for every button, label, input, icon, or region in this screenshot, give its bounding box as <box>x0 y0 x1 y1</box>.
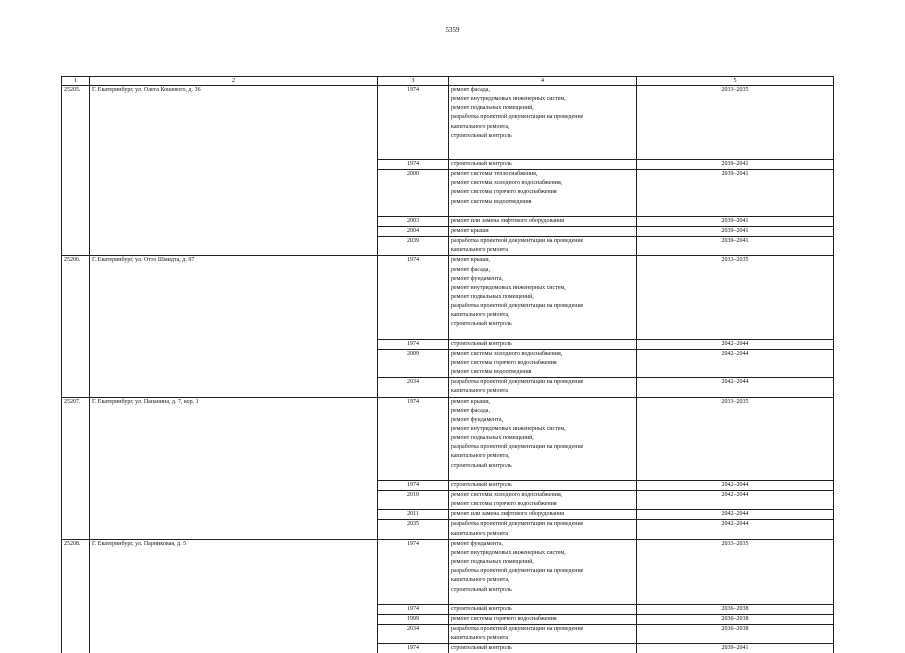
repair-work-line: ремонт подвальных помещений, <box>451 434 634 443</box>
planned-period: 2042–2044 <box>637 490 834 509</box>
repair-work-line: строительный контроль <box>451 160 634 169</box>
building-address: Г. Екатеринбург, ул. Папанина, д. 7, кор. 1 <box>90 397 378 539</box>
repair-works <box>449 604 637 614</box>
commissioning-year: 1974 <box>378 159 449 169</box>
planned-period: 2036–2038 <box>637 624 834 643</box>
repair-work-line: ремонт крыши <box>451 227 634 236</box>
commissioning-year: 2034 <box>378 378 449 397</box>
building-number: 25206. <box>62 256 90 397</box>
repair-work-line: разработка проектной документации на проведение <box>451 625 634 634</box>
repair-work-line: капитального ремонта, <box>451 311 634 320</box>
repair-work-line: ремонт системы горячего водоснабжения <box>451 359 634 368</box>
repair-work-line: строительный контроль <box>451 605 634 614</box>
commissioning-year: 2000 <box>378 170 449 217</box>
repair-works <box>449 644 637 653</box>
planned-period: 2039–2041 <box>637 159 834 169</box>
repair-works <box>449 339 637 349</box>
planned-period: 2042–2044 <box>637 480 834 490</box>
repair-works <box>449 520 637 539</box>
planned-period: 2033–2035 <box>637 256 834 339</box>
repair-work-line: разработка проектной документации на проведение <box>451 302 634 311</box>
commissioning-year: 2010 <box>378 490 449 509</box>
repair-works <box>449 614 637 624</box>
commissioning-year: 1999 <box>378 614 449 624</box>
building-number: 25205. <box>62 86 90 256</box>
building-address: Г. Екатеринбург, ул. Олега Кошевого, д. 36 <box>90 86 378 256</box>
repair-work-line: строительный контроль <box>451 462 634 471</box>
planned-period: 2033–2035 <box>637 86 834 160</box>
commissioning-year: 2003 <box>378 216 449 226</box>
repair-work-line: строительный контроль <box>451 644 634 653</box>
repair-work-line: ремонт внутридомовых инженерных систем, <box>451 549 634 558</box>
table-row <box>62 256 834 339</box>
planned-period: 2036–2038 <box>637 614 834 624</box>
repair-work-line: ремонт внутридомовых инженерных систем, <box>451 284 634 293</box>
column-header-1: 1 <box>62 77 90 86</box>
planned-period: 2039–2041 <box>637 237 834 256</box>
repair-work-line: капитального ремонта, <box>451 576 634 585</box>
repair-schedule-table <box>61 76 834 653</box>
repair-works <box>449 397 637 480</box>
repair-works <box>449 480 637 490</box>
planned-period: 2033–2035 <box>637 397 834 480</box>
building-address: Г. Екатеринбург, ул. Отто Шмидта, д. 97 <box>90 256 378 397</box>
repair-work-line: ремонт системы водоотведения <box>451 368 634 377</box>
planned-period: 2033–2035 <box>637 539 834 604</box>
column-header-2: 2 <box>90 77 378 86</box>
planned-period: 2039–2041 <box>637 226 834 236</box>
commissioning-year: 2009 <box>378 349 449 377</box>
commissioning-year: 1974 <box>378 480 449 490</box>
planned-period: 2036–2038 <box>637 604 834 614</box>
repair-work-line: ремонт фасада, <box>451 407 634 416</box>
repair-works <box>449 170 637 217</box>
column-header-4: 4 <box>449 77 637 86</box>
planned-period: 2039–2041 <box>637 216 834 226</box>
repair-work-line: ремонт внутридомовых инженерных систем, <box>451 425 634 434</box>
repair-works <box>449 490 637 509</box>
repair-work-line: капитального ремонта <box>451 530 634 539</box>
repair-work-line: разработка проектной документации на проведение <box>451 567 634 576</box>
repair-works <box>449 510 637 520</box>
repair-work-line: ремонт системы холодного водоснабжения, <box>451 491 634 500</box>
repair-work-line: разработка проектной документации на проведение <box>451 520 634 529</box>
building-number: 25207. <box>62 397 90 539</box>
repair-work-line: строительный контроль <box>451 586 634 595</box>
table-header-row <box>62 77 834 86</box>
table-body <box>62 86 834 653</box>
planned-period: 2042–2044 <box>637 520 834 539</box>
repair-work-line: капитального ремонта <box>451 634 634 643</box>
repair-work-line: ремонт системы горячего водоснабжения <box>451 188 634 197</box>
table-row <box>62 539 834 604</box>
repair-work-line: ремонт подвальных помещений, <box>451 293 634 302</box>
commissioning-year: 1974 <box>378 539 449 604</box>
commissioning-year: 1974 <box>378 397 449 480</box>
repair-work-line: капитального ремонта, <box>451 452 634 461</box>
repair-work-line: ремонт системы горячего водоснабжения <box>451 615 634 624</box>
repair-works <box>449 624 637 643</box>
planned-period: 2039–2041 <box>637 170 834 217</box>
commissioning-year: 1974 <box>378 339 449 349</box>
repair-works <box>449 226 637 236</box>
planned-period: 2042–2044 <box>637 378 834 397</box>
repair-works <box>449 378 637 397</box>
repair-works <box>449 216 637 226</box>
commissioning-year: 2035 <box>378 520 449 539</box>
commissioning-year: 1974 <box>378 86 449 160</box>
planned-period: 2042–2044 <box>637 349 834 377</box>
repair-work-line: разработка проектной документации на проведение <box>451 113 634 122</box>
repair-work-line: ремонт или замена лифтового оборудования <box>451 217 634 226</box>
repair-work-line: ремонт фундамента, <box>451 275 634 284</box>
repair-work-line: капитального ремонта <box>451 387 634 396</box>
planned-period: 2042–2044 <box>637 339 834 349</box>
repair-work-line: ремонт подвальных помещений, <box>451 104 634 113</box>
commissioning-year: 2039 <box>378 237 449 256</box>
commissioning-year: 2011 <box>378 510 449 520</box>
repair-works <box>449 237 637 256</box>
repair-work-line: ремонт системы водоотведения <box>451 198 634 207</box>
repair-work-line: ремонт системы теплоснабжения, <box>451 170 634 179</box>
repair-work-line: строительный контроль <box>451 481 634 490</box>
repair-works <box>449 539 637 604</box>
building-number: 25208. <box>62 539 90 653</box>
repair-work-line: разработка проектной документации на проведение <box>451 237 634 246</box>
repair-works <box>449 349 637 377</box>
repair-work-line: ремонт фундамента, <box>451 416 634 425</box>
planned-period: 2042–2044 <box>637 510 834 520</box>
column-header-3: 3 <box>378 77 449 86</box>
commissioning-year: 2004 <box>378 226 449 236</box>
repair-work-line: капитального ремонта <box>451 246 634 255</box>
repair-work-line: капитального ремонта, <box>451 123 634 132</box>
repair-works <box>449 256 637 339</box>
repair-work-line: ремонт внутридомовых инженерных систем, <box>451 95 634 104</box>
column-header-5: 5 <box>637 77 834 86</box>
planned-period: 2039–2041 <box>637 644 834 653</box>
building-address: Г. Екатеринбург, ул. Парниковая, д. 5 <box>90 539 378 653</box>
repair-work-line: разработка проектной документации на проведение <box>451 443 634 452</box>
commissioning-year: 1974 <box>378 644 449 653</box>
table-row <box>62 86 834 160</box>
repair-work-line: ремонт крыши, <box>451 256 634 265</box>
repair-works <box>449 159 637 169</box>
repair-work-line: ремонт фасада, <box>451 86 634 95</box>
repair-work-line: ремонт подвальных помещений, <box>451 558 634 567</box>
repair-works <box>449 86 637 160</box>
table-row <box>62 397 834 480</box>
repair-work-line: строительный контроль <box>451 340 634 349</box>
repair-work-line: ремонт крыши, <box>451 398 634 407</box>
repair-work-line: ремонт фасада, <box>451 266 634 275</box>
commissioning-year: 2034 <box>378 624 449 643</box>
page-number: 5359 <box>0 26 905 34</box>
repair-work-line: ремонт системы холодного водоснабжения, <box>451 179 634 188</box>
repair-work-line: разработка проектной документации на проведение <box>451 378 634 387</box>
repair-work-line: ремонт системы холодного водоснабжения, <box>451 350 634 359</box>
repair-work-line: строительный контроль <box>451 132 634 141</box>
commissioning-year: 1974 <box>378 256 449 339</box>
commissioning-year: 1974 <box>378 604 449 614</box>
repair-work-line: строительный контроль <box>451 320 634 329</box>
repair-work-line: ремонт системы горячего водоснабжения <box>451 500 634 509</box>
repair-work-line: ремонт или замена лифтового оборудования <box>451 510 634 519</box>
repair-work-line: ремонт фундамента, <box>451 540 634 549</box>
